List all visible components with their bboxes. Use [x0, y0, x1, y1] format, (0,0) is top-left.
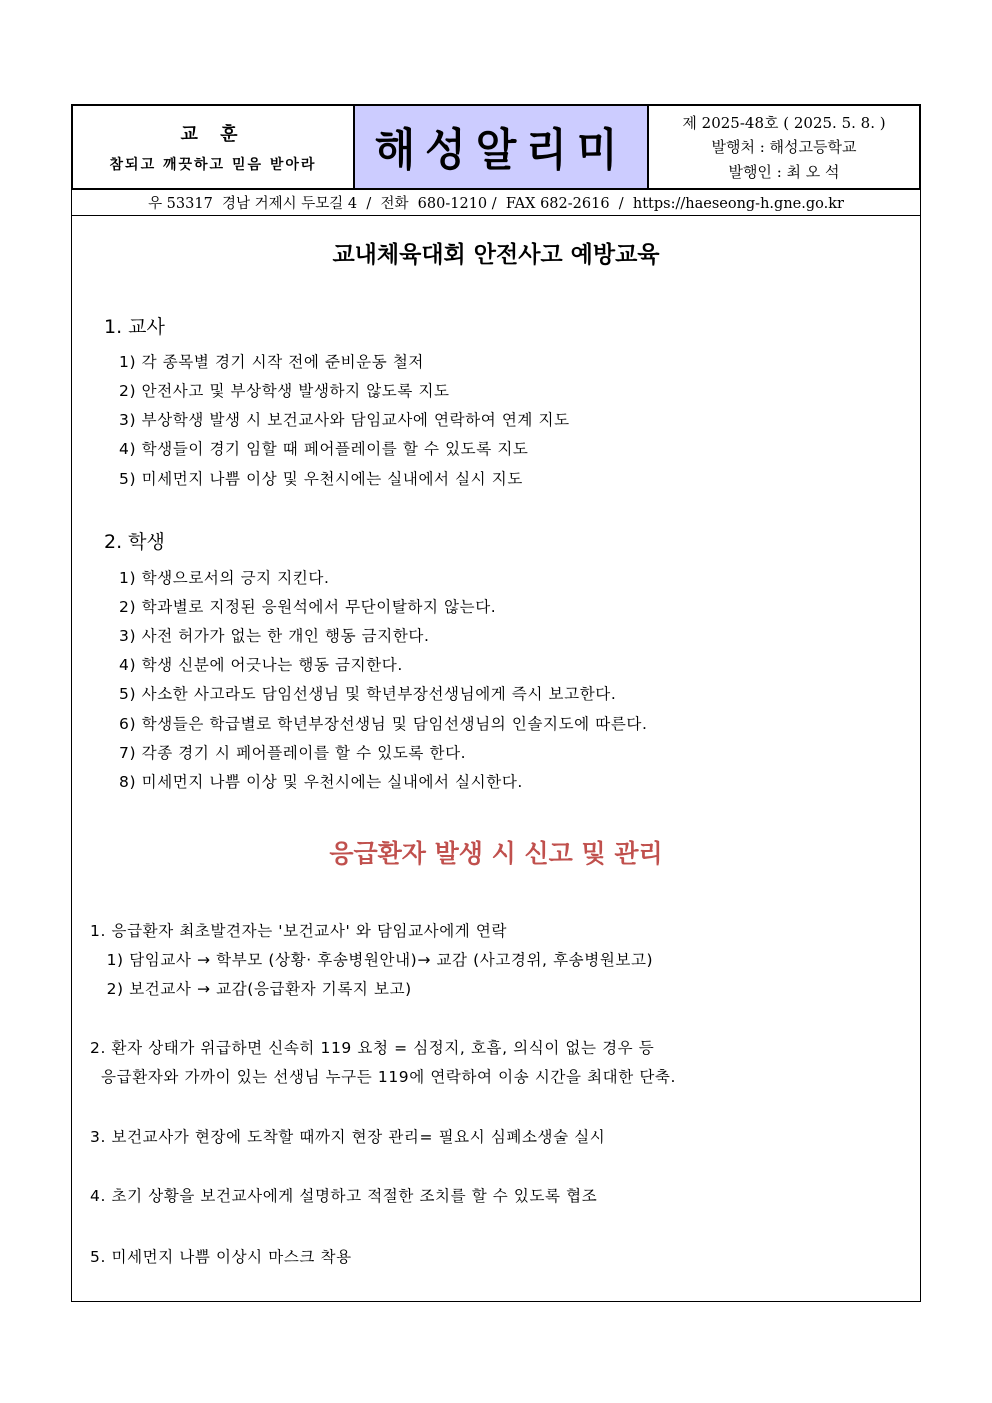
list-item: 4) 학생 신분에 어긋나는 행동 금지한다. — [119, 656, 403, 674]
list-item: 2) 보건교사 → 교감(응급환자 기록지 보고) — [90, 980, 412, 998]
issuer: 발행인 : 최 오 석 — [728, 163, 840, 182]
newsletter-title: 해성알리미 — [374, 123, 628, 176]
list-item: 1) 각 종목별 경기 시작 전에 준비운동 철저 — [119, 353, 424, 371]
group-heading-teachers: 1. 교사 — [104, 316, 165, 338]
newsletter-page — [71, 104, 921, 1302]
list-item: 3. 보건교사가 현장에 도착할 때까지 현장 관리= 필요시 심폐소생술 실시 — [90, 1128, 606, 1146]
issue-info — [649, 106, 919, 188]
section-b-title: 응급환자 발생 시 신고 및 관리 — [329, 839, 663, 868]
school-motto — [73, 106, 355, 188]
list-item: 1. 응급환자 최초발견자는 '보건교사' 와 담임교사에게 연락 — [90, 922, 508, 940]
newsletter-title-box — [355, 106, 649, 188]
list-item: 4. 초기 상황을 보건교사에게 설명하고 적절한 조치를 할 수 있도록 협조 — [90, 1187, 598, 1205]
list-item: 7) 각종 경기 시 페어플레이를 할 수 있도록 한다. — [119, 744, 467, 762]
list-item: 응급환자와 가까이 있는 선생님 누구든 119에 연락하여 이송 시간을 최대한 단축. — [90, 1068, 677, 1086]
list-item: 5. 미세먼지 나쁨 이상시 마스크 착용 — [90, 1248, 352, 1266]
issue-number: 제 2025-48호 ( 2025. 5. 8. ) — [682, 113, 886, 132]
motto-text: 참되고 깨끗하고 믿음 받아라 — [109, 157, 317, 173]
list-item: 6) 학생들은 학급별로 학년부장선생님 및 담임선생님의 인솔지도에 따른다. — [119, 715, 648, 733]
document-body — [71, 216, 921, 1302]
newsletter-header — [71, 104, 921, 190]
list-item: 5) 사소한 사고라도 담임선생님 및 학년부장선생님에게 즉시 보고한다. — [119, 685, 617, 703]
list-item: 3) 부상학생 발생 시 보건교사와 담임교사에 연락하여 연계 지도 — [119, 411, 570, 429]
list-item: 1) 담임교사 → 학부모 (상황· 후송병원안내)→ 교감 (사고경위, 후송병원보고) — [90, 951, 654, 969]
list-item: 2) 학과별로 지정된 응원석에서 무단이탈하지 않는다. — [119, 598, 497, 616]
address-line: 우 53317 경남 거제시 두모길 4 / 전화 680-1210 / FAX 682-2616 / https://haeseong-h.gne.go.kr — [71, 190, 921, 216]
list-item: 3) 사전 허가가 없는 한 개인 행동 금지한다. — [119, 627, 430, 645]
motto-title: 교 훈 — [180, 124, 246, 145]
list-item: 8) 미세먼지 나쁨 이상 및 우천시에는 실내에서 실시한다. — [119, 773, 523, 791]
list-item: 2. 환자 상태가 위급하면 신속히 119 요청 = 심정지, 호흡, 의식이 없는 경우 등 — [90, 1039, 655, 1057]
list-item: 4) 학생들이 경기 임할 때 페어플레이를 할 수 있도록 지도 — [119, 440, 529, 458]
list-item: 2) 안전사고 및 부상학생 발생하지 않도록 지도 — [119, 382, 450, 400]
group-heading-students: 2. 학생 — [104, 531, 165, 553]
publisher: 발행처 : 해성고등학교 — [711, 138, 857, 157]
section-a-title: 교내체육대회 안전사고 예방교육 — [332, 242, 660, 268]
list-item: 1) 학생으로서의 긍지 지킨다. — [119, 569, 330, 587]
list-item: 5) 미세먼지 나쁨 이상 및 우천시에는 실내에서 실시 지도 — [119, 470, 523, 488]
